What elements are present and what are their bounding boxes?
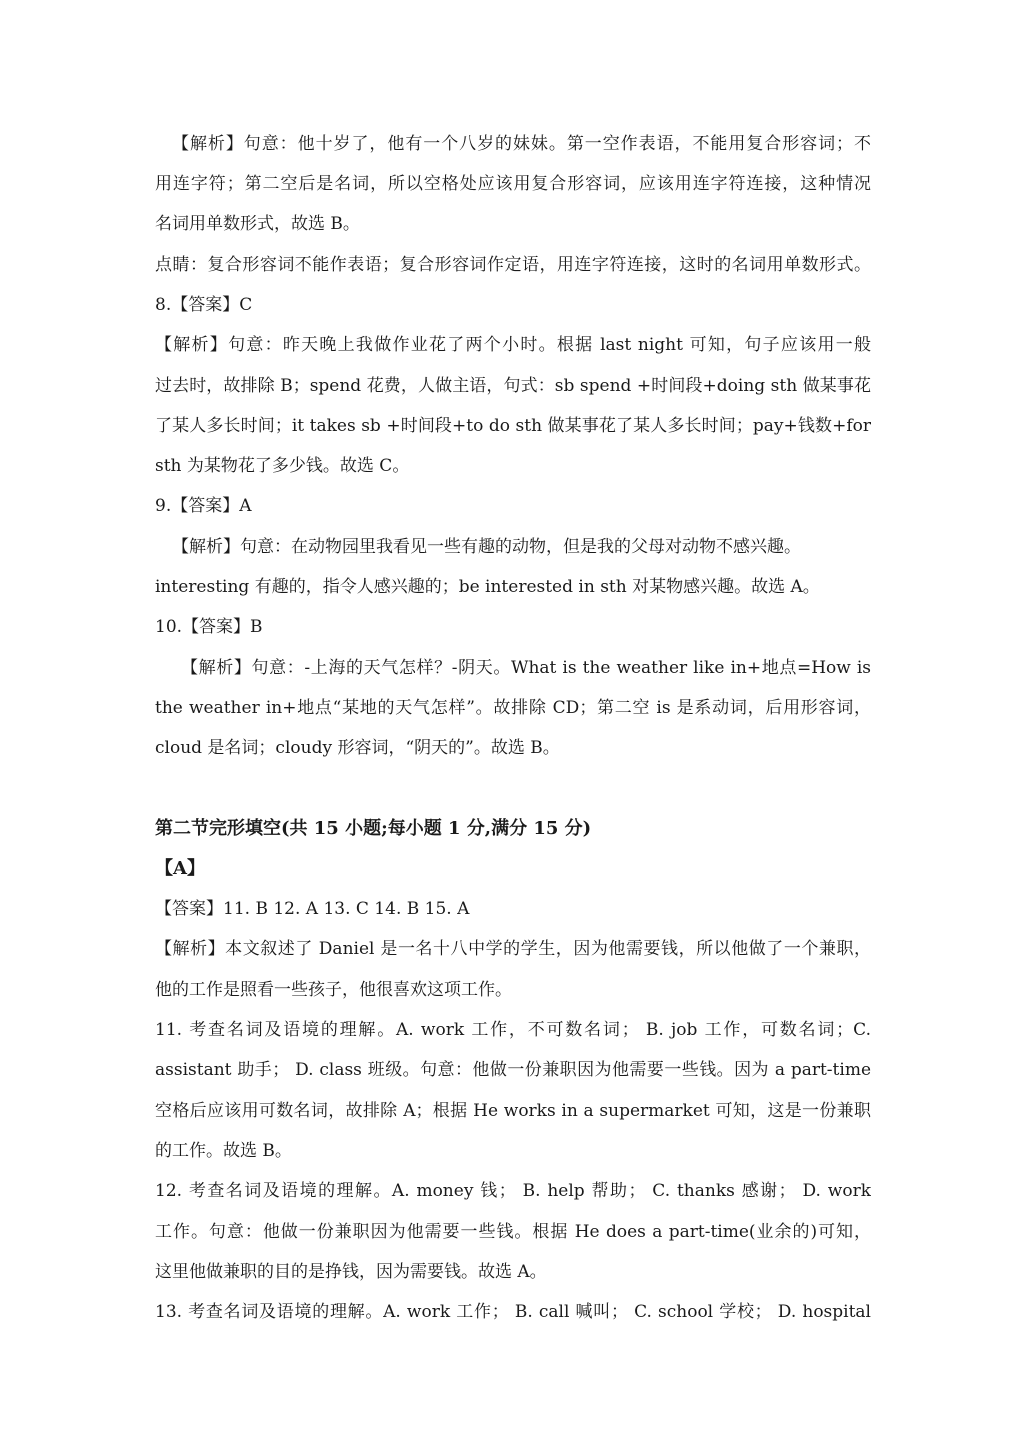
analysis-10-line-3: cloud 是名词；cloudy 形容词，“阴天的”。故选 B。 — [155, 738, 560, 758]
analysis-12-line-3: 这里他做兼职的目的是挣钱，因为需要钱。故选 A。 — [155, 1262, 547, 1282]
analysis-8-line-2: 过去时，故排除 B；spend 花费，人做主语，句式：sb spend +时间段+doing sth 做某事花 — [155, 376, 871, 396]
analysis-8-line-4: sth 为某物花了多少钱。故选 C。 — [155, 456, 410, 476]
answer-9: 9.【答案】A — [155, 496, 252, 516]
analysis-11-line-4: 的工作。故选 B。 — [155, 1141, 292, 1161]
analysis-13-line-1: 13. 考查名词及语境的理解。A. work 工作； B. call 喊叫； C. school 学校； D. hospital — [155, 1302, 871, 1322]
tip-7: 点睛：复合形容词不能作表语；复合形容词作定语，用连字符连接，这时的名词用单数形式。 — [155, 255, 871, 275]
analysis-9-line-2: interesting 有趣的，指令人感兴趣的；be interested in sth 对某物感兴趣。故选 A。 — [155, 577, 820, 597]
analysis-9-line-1: 【解析】句意：在动物园里我看见一些有趣的动物，但是我的父母对动物不感兴趣。 — [172, 537, 801, 557]
answer-10: 10.【答案】B — [155, 617, 263, 637]
answers-11-15: 【答案】11. B 12. A 13. C 14. B 15. A — [155, 899, 470, 919]
passage-a-summary-line-2: 他的工作是照看一些孩子，他很喜欢这项工作。 — [155, 980, 512, 1000]
passage-a-summary-line-1: 【解析】本文叙述了 Daniel 是一名十八中学的学生，因为他需要钱，所以他做了一个兼职， — [155, 939, 871, 959]
analysis-12-line-2: 工作。句意：他做一份兼职因为他需要一些钱。根据 He does a part-time(业余的)可知， — [155, 1222, 871, 1242]
analysis-12-line-1: 12. 考查名词及语境的理解。A. money 钱； B. help 帮助； C. thanks 感谢； D. work — [155, 1181, 871, 1201]
analysis-7-line-2: 用连字符；第二空后是名词，所以空格处应该用复合形容词，应该用连字符连接，这种情况 — [155, 174, 871, 194]
analysis-7-line-1: 【解析】句意：他十岁了，他有一个八岁的妹妹。第一空作表语，不能用复合形容词；不 — [172, 134, 871, 154]
analysis-11-line-2: assistant 助手； D. class 班级。句意：他做一份兼职因为他需要一些钱。因为 a part-time — [155, 1060, 871, 1080]
analysis-8-line-3: 了某人多长时间；it takes sb +时间段+to do sth 做某事花了某人多长时间；pay+钱数+for — [155, 416, 871, 436]
analysis-10-line-2: the weather in+地点“某地的天气怎样”。故排除 CD；第二空 is 是系动词，后用形容词， — [155, 698, 871, 718]
answer-8: 8.【答案】C — [155, 295, 253, 315]
analysis-11-line-1: 11. 考查名词及语境的理解。A. work 工作，不可数名词； B. job 工作，可数名词；C. — [155, 1020, 871, 1040]
passage-label-a: 【A】 — [155, 858, 205, 879]
analysis-11-line-3: 空格后应该用可数名词，故排除 A；根据 He works in a supermarket 可知，这是一份兼职 — [155, 1101, 871, 1121]
analysis-8-line-1: 【解析】句意：昨天晚上我做作业花了两个小时。根据 last night 可知，句子应该用一般 — [155, 335, 871, 355]
section-heading: 第二节完形填空(共 15 小题;每小题 1 分,满分 15 分) — [155, 818, 592, 839]
analysis-10-line-1: 【解析】句意：-上海的天气怎样？-阴天。What is the weather like in+地点=How is — [181, 658, 871, 678]
analysis-7-line-3: 名词用单数形式，故选 B。 — [155, 214, 360, 234]
